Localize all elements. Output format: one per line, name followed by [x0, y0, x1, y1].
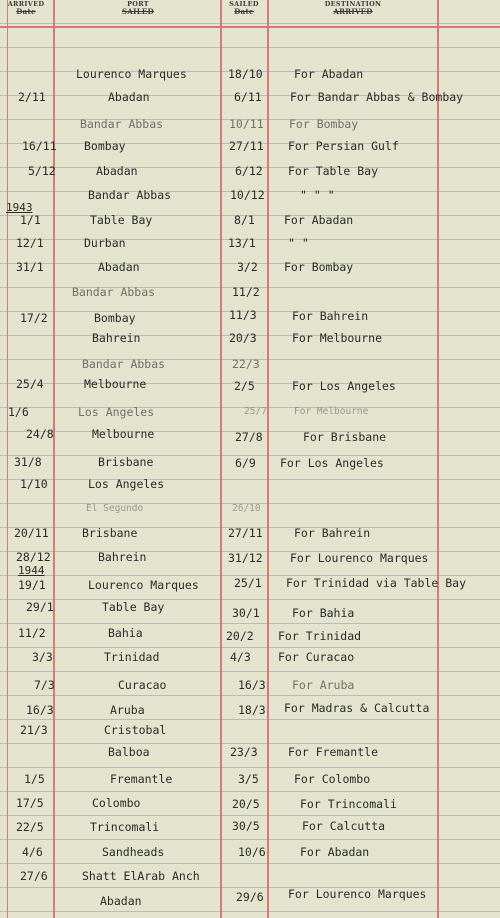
port-name: Brisbane	[98, 455, 154, 469]
sailed-date: 18/3	[238, 703, 266, 717]
port-name: Table Bay	[102, 600, 165, 614]
destination-text: For Abadan	[284, 213, 354, 227]
destination-text: For Brisbane	[303, 430, 387, 444]
sailed-date: 10/11	[229, 117, 264, 131]
destination-text: For Calcutta	[302, 819, 386, 833]
destination-text: For Table Bay	[288, 164, 379, 178]
arrived-date: 1/1	[20, 213, 41, 227]
year-marker: 1943	[6, 201, 33, 214]
sailed-date: 6/9	[235, 456, 256, 470]
sailed-header-sub: Date	[234, 7, 254, 16]
port-name: Curacao	[118, 678, 167, 692]
sailed-date: 4/3	[230, 650, 251, 664]
destination-text: For Melbourne	[294, 406, 369, 417]
port-name: Abadan	[98, 260, 140, 274]
arrived-date: 1/6	[8, 405, 29, 419]
arrived-date: 2/11	[18, 90, 46, 104]
arrived-date: 28/12	[16, 550, 51, 564]
sailed-date: 25/1	[234, 576, 262, 590]
destination-text: For Los Angeles	[292, 379, 396, 393]
sailed-date: 30/1	[232, 606, 260, 620]
destination-text: For Trincomali	[300, 797, 397, 811]
port-name: Brisbane	[82, 526, 138, 540]
port-name: Melbourne	[92, 427, 155, 441]
sailed-date: 27/11	[229, 139, 264, 153]
sailed-date: 2/5	[234, 379, 255, 393]
port-header-sub: SAILED	[122, 7, 154, 16]
destination-text: For Lourenco Marques	[290, 551, 429, 565]
port-name: Sandheads	[102, 845, 165, 859]
sailed-date: 10/12	[230, 188, 265, 202]
sailed-date: 11/2	[232, 285, 260, 299]
arrived-date: 31/8	[14, 455, 42, 469]
header-divider	[0, 26, 500, 28]
port-name: Table Bay	[90, 213, 153, 227]
arrived-date: 11/2	[18, 626, 46, 640]
sailed-date: 16/3	[238, 678, 266, 692]
destination-text: For Lourenco Marques	[288, 887, 427, 901]
port-name: Abadan	[108, 90, 150, 104]
destination-text: For Aruba	[292, 678, 355, 692]
port-name: Shatt ElArab Anch	[82, 869, 200, 883]
column-rule	[53, 0, 55, 918]
destination-text: For Melbourne	[292, 331, 383, 345]
arrived-date: 16/3	[26, 703, 54, 717]
destination-text: For Bahia	[292, 606, 355, 620]
destination-text: For Madras & Calcutta	[284, 701, 430, 715]
port-name: Bandar Abbas	[88, 188, 172, 202]
destination-text: For Bandar Abbas & Bombay	[290, 90, 464, 104]
destination-text: For Curacao	[278, 650, 355, 664]
port-name: Melbourne	[84, 377, 147, 391]
destination-text: For Colombo	[294, 772, 371, 786]
sailed-date: 27/11	[228, 526, 263, 540]
destination-text: For Trinidad via Table Bay	[286, 576, 467, 590]
port-name: Trinidad	[104, 650, 160, 664]
port-name: Lourenco Marques	[88, 578, 199, 592]
port-name: Los Angeles	[78, 405, 155, 419]
sailed-date: 31/12	[228, 551, 263, 565]
port-name: El Segundo	[86, 503, 144, 514]
port-name: Bandar Abbas	[80, 117, 164, 131]
arrived-date: 1/10	[20, 477, 48, 491]
port-name: Lourenco Marques	[76, 67, 187, 81]
port-name: Bombay	[94, 311, 136, 325]
destination-text: For Abadan	[300, 845, 370, 859]
arrived-date: 22/5	[16, 820, 44, 834]
sailed-date: 20/5	[232, 797, 260, 811]
port-name: Abadan	[96, 164, 138, 178]
arrived-date: 20/11	[14, 526, 49, 540]
port-name: Bandar Abbas	[82, 357, 166, 371]
sailed-date: 25/7	[244, 406, 267, 417]
year-marker: 1944	[18, 564, 45, 577]
destination-text: For Persian Gulf	[288, 139, 399, 153]
port-name: Bombay	[84, 139, 126, 153]
port-name: Balboa	[108, 745, 150, 759]
sailed-date: 26/10	[232, 503, 261, 514]
sailed-date: 8/1	[234, 213, 255, 227]
arrived-date: 5/12	[28, 164, 56, 178]
port-name: Bahrein	[98, 550, 147, 564]
port-name: Cristobal	[104, 723, 167, 737]
sailed-date: 3/5	[238, 772, 259, 786]
arrived-date: 16/11	[22, 139, 57, 153]
sailed-date: 18/10	[228, 67, 263, 81]
sailed-date: 3/2	[237, 260, 258, 274]
port-name: Aruba	[110, 703, 145, 717]
arrived-date: 24/8	[26, 427, 54, 441]
column-rule	[437, 0, 439, 918]
arrived-header: ARRIVED Date	[0, 0, 52, 28]
arrived-header-sub: Date	[16, 7, 36, 16]
arrived-date: 1/5	[24, 772, 45, 786]
destination-text: For Bombay	[284, 260, 354, 274]
destination-text: For Bahrein	[294, 526, 371, 540]
destination-text: " "	[288, 236, 309, 250]
arrived-date: 31/1	[16, 260, 44, 274]
arrived-date: 25/4	[16, 377, 44, 391]
column-rule	[7, 0, 8, 918]
destination-text: " " "	[300, 188, 335, 202]
arrived-date: 19/1	[18, 578, 46, 592]
sailed-date: 30/5	[232, 819, 260, 833]
port-name: Bahia	[108, 626, 143, 640]
arrived-date: 4/6	[22, 845, 43, 859]
column-rule	[267, 0, 269, 918]
arrived-date: 27/6	[20, 869, 48, 883]
sailed-date: 11/3	[229, 308, 257, 322]
destination-text: For Bombay	[289, 117, 359, 131]
sailed-date: 13/1	[228, 236, 256, 250]
destination-header: DESTINATION ARRIVED	[270, 0, 436, 28]
sailed-date: 10/6	[238, 845, 266, 859]
port-name: Trincomali	[90, 820, 160, 834]
port-header: PORT SAILED	[56, 0, 220, 28]
destination-text: For Trinidad	[278, 629, 362, 643]
sailed-date: 6/12	[235, 164, 263, 178]
arrived-date: 29/1	[26, 600, 54, 614]
destination-text: For Bahrein	[292, 309, 369, 323]
sailed-date: 20/2	[226, 629, 254, 643]
arrived-date: 17/2	[20, 311, 48, 325]
arrived-date: 3/3	[32, 650, 53, 664]
arrived-date: 17/5	[16, 796, 44, 810]
destination-header-sub: ARRIVED	[333, 7, 373, 16]
port-name: Durban	[84, 236, 126, 250]
port-name: Los Angeles	[88, 477, 165, 491]
arrived-date: 7/3	[34, 678, 55, 692]
sailed-date: 29/6	[236, 890, 264, 904]
sailed-date: 20/3	[229, 331, 257, 345]
destination-text: For Abadan	[294, 67, 364, 81]
sailed-header: SAILED Date	[222, 0, 266, 28]
column-rule	[220, 0, 222, 918]
sailed-date: 6/11	[234, 90, 262, 104]
port-name: Colombo	[92, 796, 141, 810]
destination-text: For Fremantle	[288, 745, 379, 759]
sailed-date: 27/8	[235, 430, 263, 444]
arrived-date: 21/3	[20, 723, 48, 737]
sailed-date: 22/3	[232, 357, 260, 371]
port-name: Fremantle	[110, 772, 173, 786]
port-name: Bahrein	[92, 331, 141, 345]
destination-text: For Los Angeles	[280, 456, 384, 470]
port-name: Abadan	[100, 894, 142, 908]
port-name: Bandar Abbas	[72, 285, 156, 299]
sailed-date: 23/3	[230, 745, 258, 759]
arrived-date: 12/1	[16, 236, 44, 250]
